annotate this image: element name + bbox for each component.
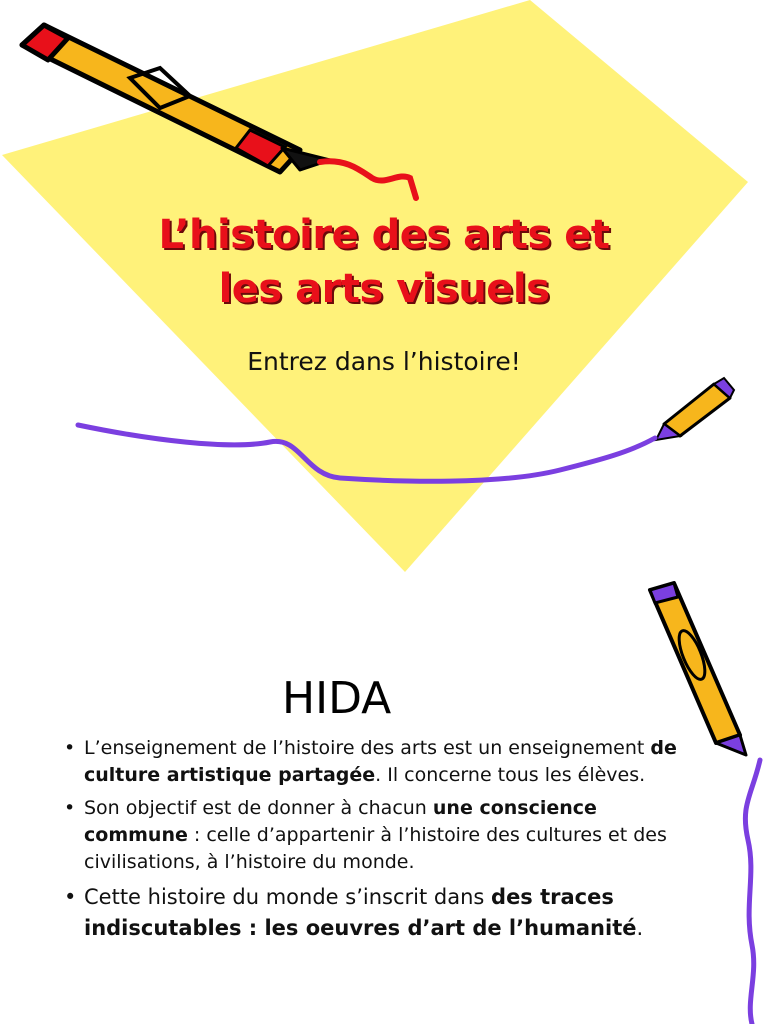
slide-heading: HIDA bbox=[282, 673, 392, 724]
bullet-list bbox=[62, 735, 702, 950]
bullet-item: • Son objectif est de donner à chacun une conscience commune : celle d’appartenir à l’histoire des cultures et des civilisations, à l’histoire du monde. bbox=[62, 795, 702, 876]
small-pencil-icon bbox=[656, 378, 734, 440]
slide-title bbox=[0, 208, 768, 316]
purple-line bbox=[745, 760, 760, 1024]
slide-subtitle: Entrez dans l’histoire! bbox=[247, 347, 521, 376]
bold-phrase: des traces indiscutables : les oeuvres d’art de l’humanité bbox=[84, 885, 637, 940]
title-line-1: L’histoire des arts et bbox=[158, 212, 610, 258]
bullet-item: • L’enseignement de l’histoire des arts est un enseignement de culture artistique partagée. Il concerne tous les élèves. bbox=[62, 735, 702, 789]
title-line-2: les arts visuels bbox=[218, 266, 550, 312]
slide-2 bbox=[0, 575, 768, 1024]
bold-phrase: une conscience commune bbox=[84, 797, 597, 846]
vertical-pencil-icon bbox=[650, 583, 746, 755]
bold-phrase: de culture artistique partagée bbox=[84, 737, 677, 786]
bullet-item: • Cette histoire du monde s’inscrit dans des traces indiscutables : les oeuvres d’art de l’humanité. bbox=[62, 882, 702, 944]
